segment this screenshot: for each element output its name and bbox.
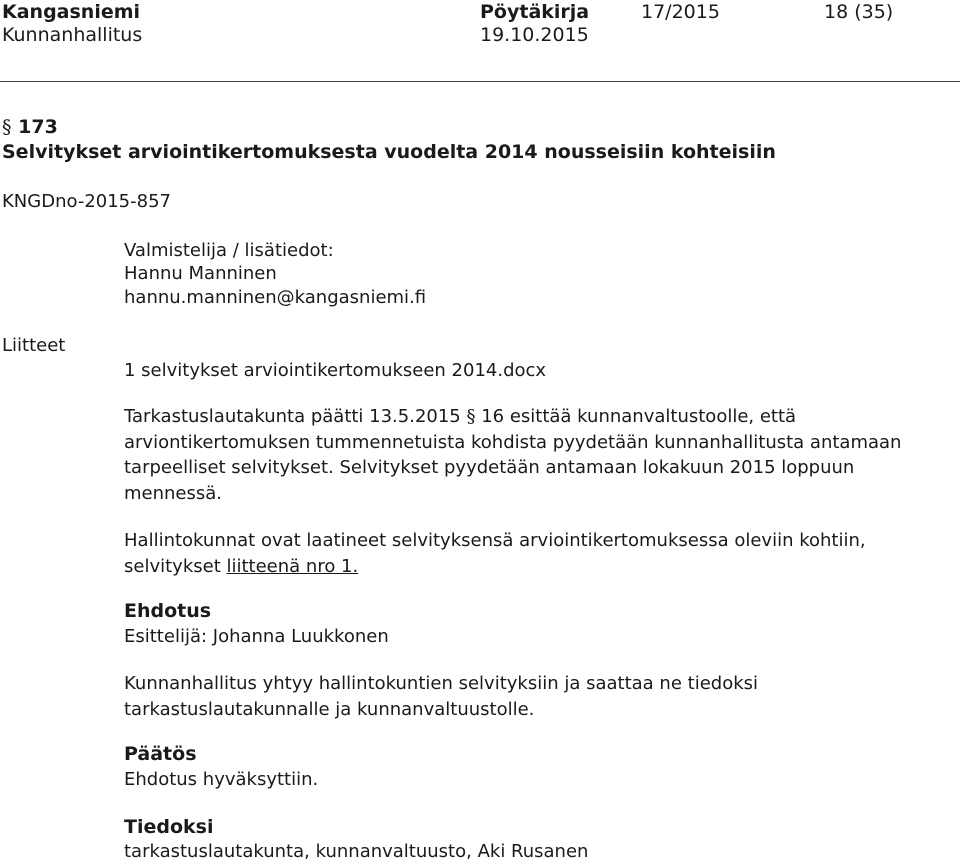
preparer-label: Valmistelija / lisätiedot:	[124, 240, 334, 261]
document-number: 17/2015	[641, 1, 720, 23]
section-number-value: 173	[18, 116, 58, 138]
background-paragraph	[124, 404, 944, 506]
document-type: Pöytäkirja	[480, 1, 590, 23]
proposal-text: Kunnanhallitus yhtyy hallintokuntien selvityksiin ja saattaa ne tiedoksi tarkastuslautakunnalle ja kunnanvaltuustolle.	[124, 673, 759, 720]
municipality-name: Kangasniemi	[2, 1, 141, 23]
meeting-date: 19.10.2015	[480, 24, 589, 46]
presenter-line: Esittelijä: Johanna Luukkonen	[124, 626, 389, 647]
preparer-email[interactable]: hannu.manninen@kangasniemi.fi	[124, 287, 427, 308]
reference-number: KNGDno-2015-857	[2, 191, 171, 212]
background-text-end: 16 esittää kunnanvaltustoolle, että arviontikertomuksen tummennetuista kohdista pyydetään kunnanhallitusta antamaan tarpeelliset selvitykset. Selvitykset pyydetään antamaan lokakuun 2015 loppuun mennessä.	[124, 406, 902, 504]
statements-text: Hallintokunnat ovat laatineet selvityksensä arviointikertomuksessa oleviin kohtiin, selvitykset	[124, 530, 866, 577]
background-text-start: Tarkastuslautakunta päätti 13.5.2015	[124, 406, 467, 427]
paragraph-symbol: §	[466, 406, 476, 427]
attachment-link[interactable]: liitteenä nro 1.	[226, 555, 359, 577]
section-symbol: §	[2, 116, 12, 138]
decision-text: Ehdotus hyväksyttiin.	[124, 769, 319, 790]
proposal-heading: Ehdotus	[124, 600, 212, 622]
decision-heading: Päätös	[124, 743, 197, 765]
attachments-label: Liitteet	[2, 335, 66, 356]
section-title: Selvitykset arviointikertomuksesta vuodelta 2014 nousseisiin kohteisiin	[2, 141, 776, 163]
governing-body: Kunnanhallitus	[2, 24, 143, 46]
section-number	[2, 115, 58, 140]
page-number: 18 (35)	[824, 1, 894, 23]
attachment-item[interactable]: 1 selvitykset arviointikertomukseen 2014.docx	[124, 360, 547, 381]
notice-recipients: tarkastuslautakunta, kunnanvaltuusto, Aki Rusanen	[124, 841, 589, 862]
statements-paragraph	[124, 528, 944, 579]
notice-heading: Tiedoksi	[124, 816, 214, 838]
preparer-name: Hannu Manninen	[124, 263, 277, 284]
header-divider	[0, 81, 960, 82]
